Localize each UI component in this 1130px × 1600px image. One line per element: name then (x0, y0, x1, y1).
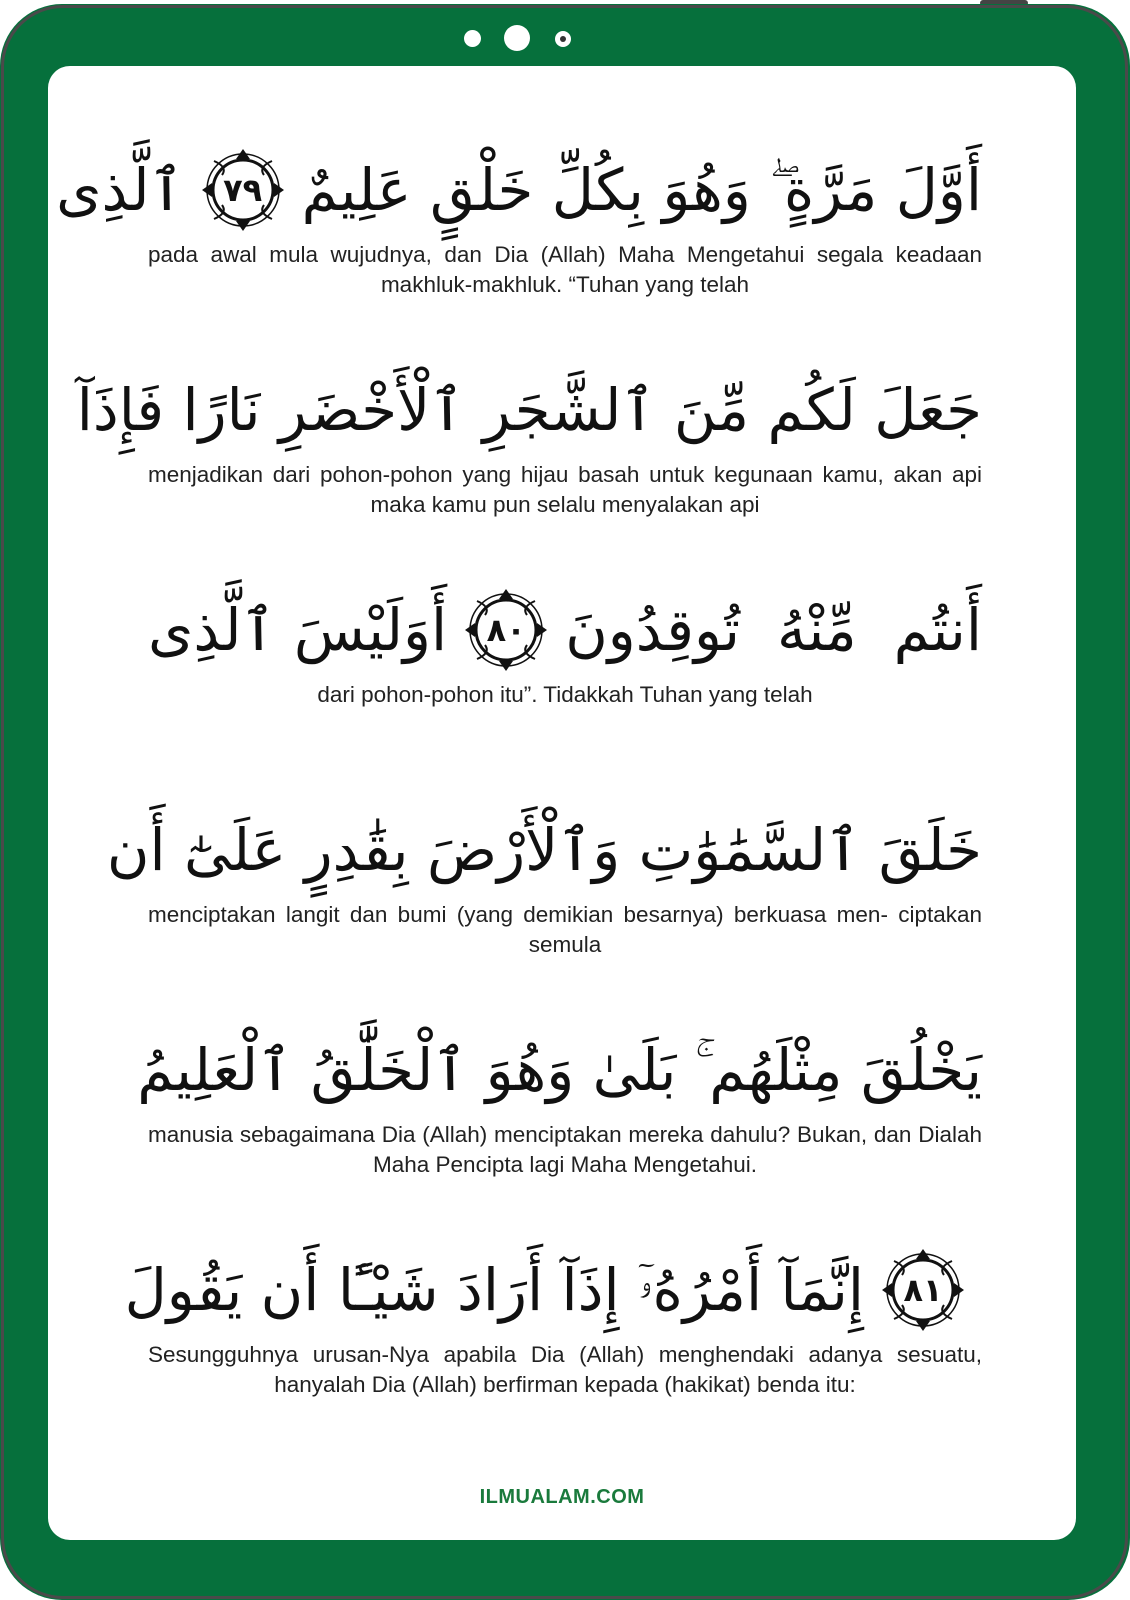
camera-icon (555, 31, 571, 47)
arabic-line-1 (56, 140, 982, 240)
translation-2: menjadikan dari pohon-pohon yang hijau basah untuk kegunaan kamu, akan api maka kamu pun selalu menyalakan api (148, 462, 982, 517)
translation-5: manusia sebagaimana Dia (Allah) menciptakan mereka dahulu? Bukan, dan Dialah Maha Pencipta lagi Maha Mengetahui. (148, 1122, 982, 1177)
translation-4: menciptakan langit dan bumi (yang demikian besarnya) berkuasa men- ciptakan semula (148, 902, 982, 957)
page-screen (48, 66, 1076, 1540)
translation-6: Sesungguhnya urusan-Nya apabila Dia (Allah) menghendaki adanya sesuatu, hanyalah Dia (Allah) berfirman kepada (hakikat) benda itu: (148, 1342, 982, 1397)
arabic-line-4 (106, 800, 982, 900)
ayah-number: ٨١ (903, 1271, 943, 1309)
ayah-number-marker (461, 585, 551, 675)
arabic-text-after: أَوَلَيْسَ ٱلَّذِى (148, 596, 448, 664)
translation-1: pada awal mula wujudnya, dan Dia (Allah) Maha Mengetahui segala keadaan makhluk-makhluk. “Tuhan yang telah (148, 242, 982, 297)
arabic-text: خَلَقَ ٱلسَّمَٰوَٰتِ وَٱلْأَرْضَ بِقَٰدِرٍ عَلَىٰٓ أَن (106, 816, 982, 884)
arabic-text: يَخْلُقَ مِثْلَهُم ۚ بَلَىٰ وَهُوَ ٱلْخَلَّٰقُ ٱلْعَلِيمُ (137, 1036, 982, 1104)
ayah-number: ٧٩ (223, 171, 263, 209)
site-brand: ILMUALAM.COM (479, 1486, 645, 1508)
arabic-text-after: إِنَّمَآ أَمْرُهُۥٓ إِذَآ أَرَادَ شَيْـًٔا أَن يَقُولَ (124, 1256, 864, 1324)
ayah-number: ٨٠ (486, 611, 526, 649)
translation-3: dari pohon-pohon itu”. Tidakkah Tuhan yang telah (317, 682, 813, 707)
arabic-text: أَوَّلَ مَرَّةٍ ۖ وَهُوَ بِكُلِّ خَلْقٍ عَلِيمٌ (301, 156, 982, 224)
arabic-line-3 (148, 580, 982, 680)
ayah-number-marker (198, 145, 288, 235)
arabic-text: أَنتُم مِّنْهُ تُوقِدُونَ (565, 596, 982, 664)
arabic-text: جَعَلَ لَكُم مِّنَ ٱلشَّجَرِ ٱلْأَخْضَرِ نَارًا فَإِذَآ (76, 376, 982, 444)
arabic-line-2 (76, 360, 982, 460)
arabic-line-5 (137, 1020, 982, 1120)
ayah-number-marker (878, 1245, 968, 1335)
arabic-text-after: ٱلَّذِى (56, 156, 184, 224)
sensor-dot (464, 30, 481, 47)
camera-lens (504, 25, 530, 51)
arabic-line-6 (124, 1240, 982, 1340)
